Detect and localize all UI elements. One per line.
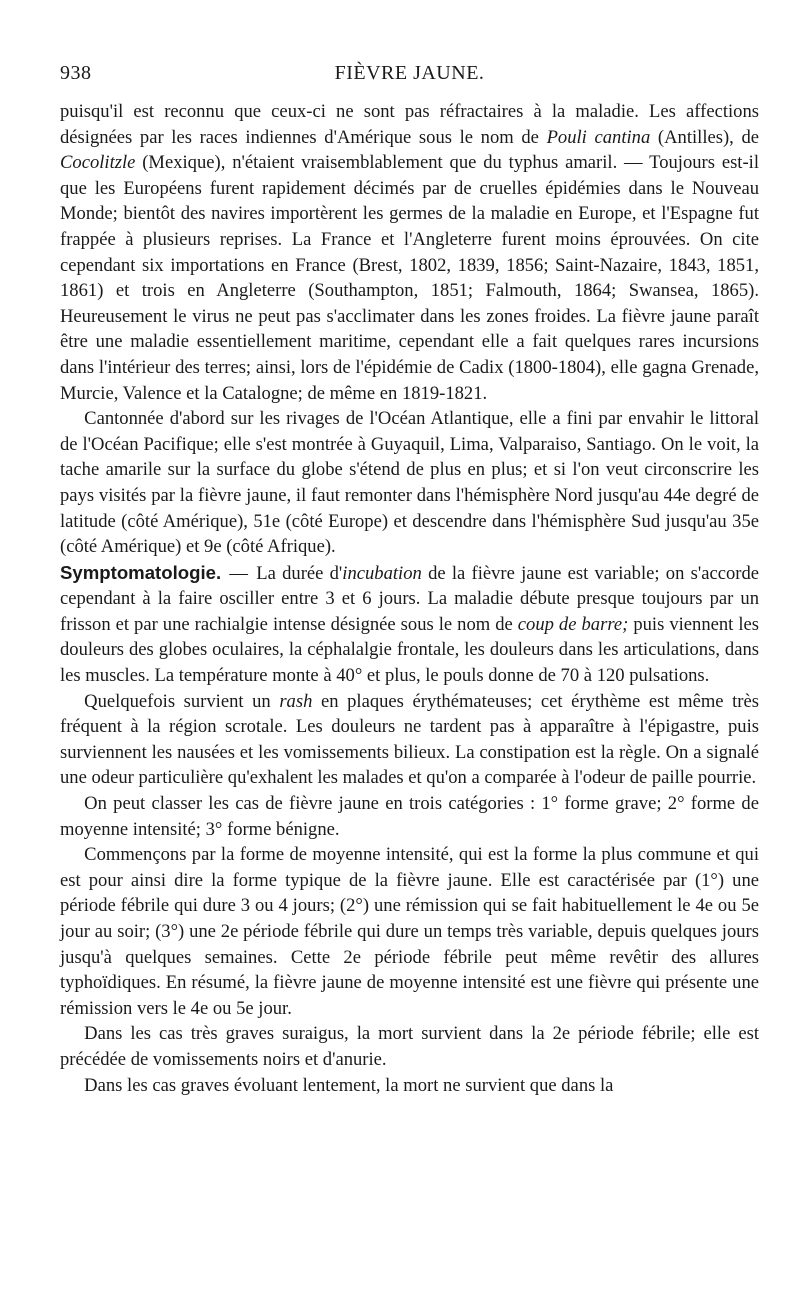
term-coup-de-barre: coup de barre; bbox=[517, 613, 629, 635]
running-title: FIÈVRE JAUNE. bbox=[334, 62, 485, 84]
paragraph-4: Quelquefois survient un rash en plaques érythémateuses; cet érythème est même très fréquent à la région scrotale. Les douleurs ne tardent pas à apparaître à l'épigastre, puis surviennent les nausées et les vomissements bilieux. La constipation est la règle. On a signalé une odeur particulière qu'exhalent les malades et qu'on a comparée à l'odeur de paille pourrie. bbox=[60, 690, 759, 789]
page-number: 938 bbox=[60, 62, 92, 84]
page-header bbox=[60, 62, 759, 92]
term-rash: rash bbox=[279, 690, 313, 712]
body-text bbox=[60, 99, 759, 1098]
term-cocolitzle: Cocolitzle bbox=[60, 152, 136, 174]
term-incubation: incubation bbox=[342, 562, 422, 584]
paragraph-7: Dans les cas très graves suraigus, la mort survient dans la 2e période fébrile; elle est précédée de vomissements noirs et d'anurie. bbox=[60, 1023, 759, 1070]
section-heading: Symptomatologie. bbox=[60, 561, 222, 583]
paragraph-8: Dans les cas graves évoluant lentement, la mort ne survient que dans la bbox=[84, 1074, 614, 1096]
paragraph-1: puisqu'il est reconnu que ceux-ci ne sont pas réfractaires à la maladie. Les affections désignées par les races indiennes d'Amérique sous le nom de Pouli cantina (Antilles), de Cocolitzle (Mexique), n'étaient vraisemblablement que du typhus amaril. — Toujours est-il que les Européens furent rapidement décimés par de cruelles épidémies dans le Nouveau Monde; bientôt des navires importèrent les germes de la maladie en Europe, et l'Espagne fut frappée à plusieurs reprises. La France et l'Angleterre furent moins éprouvées. On cite cependant six importations en France (Brest, 1802, 1839, 1856; Saint-Nazaire, 1843, 1851, 1861) et trois en Angleterre (Southampton, 1851; Falmouth, 1864; Swansea, 1865). Heureusement le virus ne peut pas s'acclimater dans les zones froides. La fièvre jaune paraît être une maladie essentiellement maritime, cependant elle a fait quelques rares incursions dans l'intérieur des terres; ainsi, lors de l'épidémie de Cadix (1800-1804), elle gagna Grenade, Murcie, Valence et la Catalogne; de même en 1819-1821. bbox=[60, 101, 759, 404]
paragraph-5: On peut classer les cas de fièvre jaune en trois catégories : 1° forme grave; 2° forme de moyenne intensité; 3° forme bénigne. bbox=[60, 793, 759, 840]
term-pouli-cantina: Pouli cantina bbox=[546, 126, 651, 148]
paragraph-6: Commençons par la forme de moyenne intensité, qui est la forme la plus commune et qui est pour ainsi dire la forme typique de la fièvre jaune. Elle est caractérisée par (1°) une période fébrile qui dure 3 ou 4 jours; (2°) une rémission qui se fait habituellement le 4e ou 5e jour au soir; (3°) une 2e période fébrile qui dure un temps très variable, depuis quelques jours jusqu'à quelques semaines. Cette 2e période fébrile peut même revêtir des allures typhoïdiques. En résumé, la fièvre jaune de moyenne intensité est une fièvre qui présente une rémission vers le 4e ou 5e jour. bbox=[60, 844, 759, 1019]
paragraph-3: Symptomatologie. — La durée d'incubation de la fièvre jaune est variable; on s'accorde cependant à la faire osciller entre 3 et 6 jours. La maladie débute presque toujours par un frisson et par une rachialgie intense désignée sous le nom de coup de barre; puis viennent les douleurs des globes oculaires, la céphalalgie frontale, les douleurs dans les articulations, dans les muscles. La température monte à 40° et plus, le pouls donne de 70 à 120 pulsations. bbox=[60, 561, 760, 687]
paragraph-2: Cantonnée d'abord sur les rivages de l'Océan Atlantique, elle a fini par envahir le littoral de l'Océan Pacifique; elle s'est montrée à Guyaquil, Lima, Valparaiso, Santiago. On le voit, la tache amarile sur la surface du globe s'étend de plus en plus; et si l'on veut circonscrire les pays visités par la fièvre jaune, il faut remonter dans l'hémisphère Nord jusqu'au 44e degré de latitude (côté Amérique), 51e (côté Europe) et descendre dans l'hémisphère Sud jusqu'au 35e (côté Amérique) et 9e (côté Afrique). bbox=[60, 408, 759, 558]
